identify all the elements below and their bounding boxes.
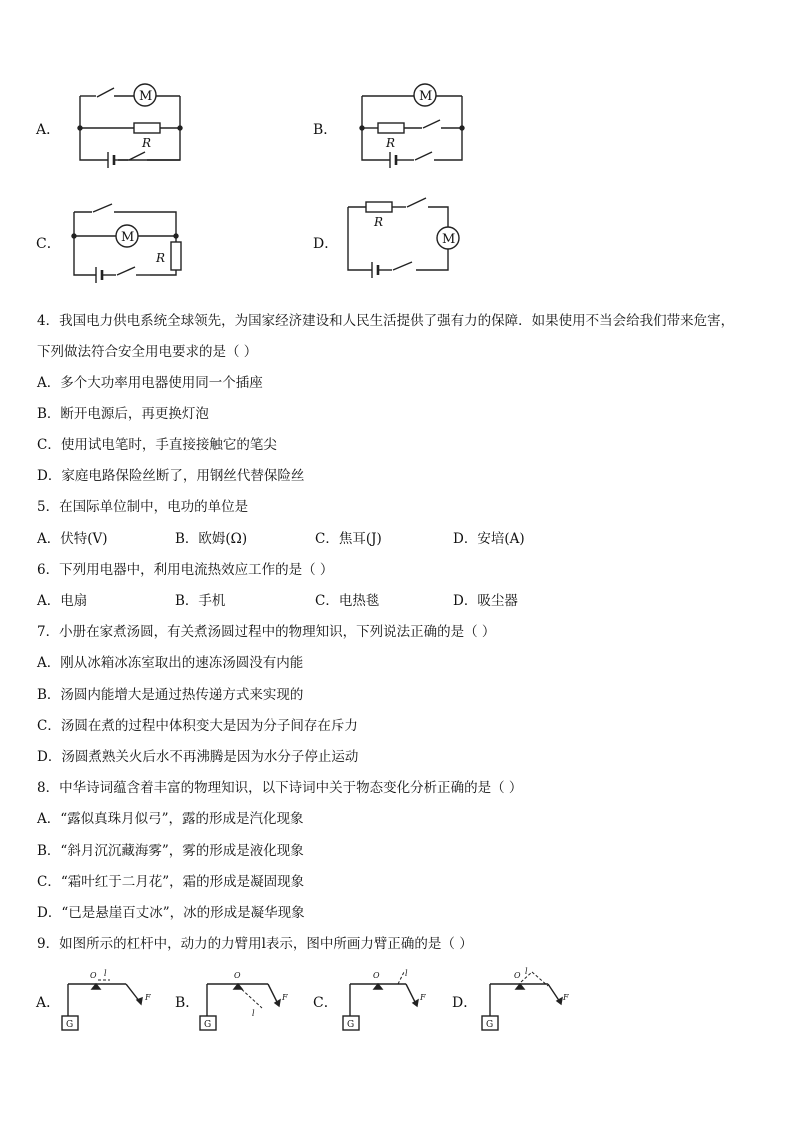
q9-figure-a-label: A． [36, 995, 61, 1011]
svg-text:l: l [104, 969, 107, 978]
svg-text:F: F [282, 993, 288, 1002]
q4-stem-line1: 4．我国电力供电系统全球领先，为国家经济建设和人民生活提供了强有力的保障．如果使用不当会给我们带来危害， [37, 313, 735, 329]
q4-option-b: B．断开电源后，再更换灯泡 [37, 406, 209, 422]
q7-option-c: C．汤圆在煮的过程中体积变大是因为分子间存在斥力 [37, 718, 358, 734]
q4-option-a: A．多个大功率用电器使用同一个插座 [37, 375, 263, 391]
q7-option-a: A．刚从冰箱冰冻室取出的速冻汤圆没有内能 [37, 655, 304, 671]
svg-text:F: F [145, 993, 151, 1002]
svg-text:G: G [66, 1020, 74, 1030]
q8-option-d: D．“已是悬崖百丈冰”，冰的形成是凝华现象 [37, 905, 305, 921]
circuit-b-label: B． [313, 122, 338, 138]
q8-option-c: C．“霜叶红于二月花”，霜的形成是凝固现象 [37, 874, 305, 890]
q9-figure-b-label: B． [175, 995, 200, 1011]
q4-stem-line2: 下列做法符合安全用电要求的是（ ） [37, 344, 258, 360]
svg-text:R: R [386, 136, 396, 150]
q4-option-c: C．使用试电笔时，手直接接触它的笔尖 [37, 437, 277, 453]
q9-figure-d-label: D． [452, 995, 478, 1011]
resistor-label: R [142, 136, 152, 150]
svg-text:O: O [234, 971, 241, 980]
q7-option-b: B．汤圆内能增大是通过热传递方式来实现的 [37, 687, 304, 703]
svg-text:R: R [374, 215, 384, 229]
circuit-d-label: D． [313, 236, 339, 252]
svg-text:l: l [252, 1009, 255, 1018]
q5-stem: 5．在国际单位制中，电功的单位是 [37, 499, 249, 515]
q9-figure-c-label: C． [313, 995, 338, 1011]
svg-text:F: F [420, 993, 426, 1002]
q7-stem: 7．小册在家煮汤圆，有关煮汤圆过程中的物理知识，下列说法正确的是（ ） [37, 624, 496, 640]
q6-option-b: B．手机 [175, 593, 226, 609]
svg-text:l: l [405, 969, 408, 978]
circuit-a-label: A． [36, 122, 61, 138]
svg-text:M: M [442, 232, 456, 247]
q6-option-d: D．吸尘器 [453, 593, 518, 609]
q5-option-c: C．焦耳(J) [315, 531, 382, 547]
q7-option-d: D．汤圆煮熟关火后水不再沸腾是因为水分子停止运动 [37, 749, 359, 765]
circuit-c-label: C． [36, 236, 61, 252]
svg-text:G: G [204, 1020, 212, 1030]
svg-text:l: l [525, 967, 528, 976]
q5-option-d: D．安培(A) [453, 531, 525, 547]
svg-text:R: R [156, 251, 166, 265]
q6-option-a: A．电扇 [37, 593, 88, 609]
svg-text:G: G [347, 1020, 355, 1030]
q5-option-a: A．伏特(V) [37, 531, 108, 547]
svg-text:O: O [90, 971, 97, 980]
q4-option-d: D．家庭电路保险丝断了，用钢丝代替保险丝 [37, 468, 305, 484]
q5-option-b: B．欧姆(Ω) [175, 531, 248, 547]
svg-text:F: F [563, 993, 569, 1002]
svg-text:G: G [486, 1020, 494, 1030]
svg-text:M: M [419, 89, 433, 104]
q8-option-a: A．“露似真珠月似弓”，露的形成是汽化现象 [37, 811, 304, 827]
q6-option-c: C．电热毯 [315, 593, 380, 609]
q8-stem: 8．中华诗词蕴含着丰富的物理知识，以下诗词中关于物态变化分析正确的是（ ） [37, 780, 523, 796]
q9-stem: 9．如图所示的杠杆中，动力的力臂用l表示，图中所画力臂正确的是（ ） [37, 936, 473, 952]
svg-text:O: O [514, 971, 521, 980]
svg-text:M: M [121, 230, 135, 245]
q8-option-b: B．“斜月沉沉藏海雾”，雾的形成是液化现象 [37, 843, 304, 859]
svg-text:O: O [373, 971, 380, 980]
motor-label: M [139, 89, 153, 104]
q6-stem: 6．下列用电器中，利用电流热效应工作的是（ ） [37, 562, 334, 578]
